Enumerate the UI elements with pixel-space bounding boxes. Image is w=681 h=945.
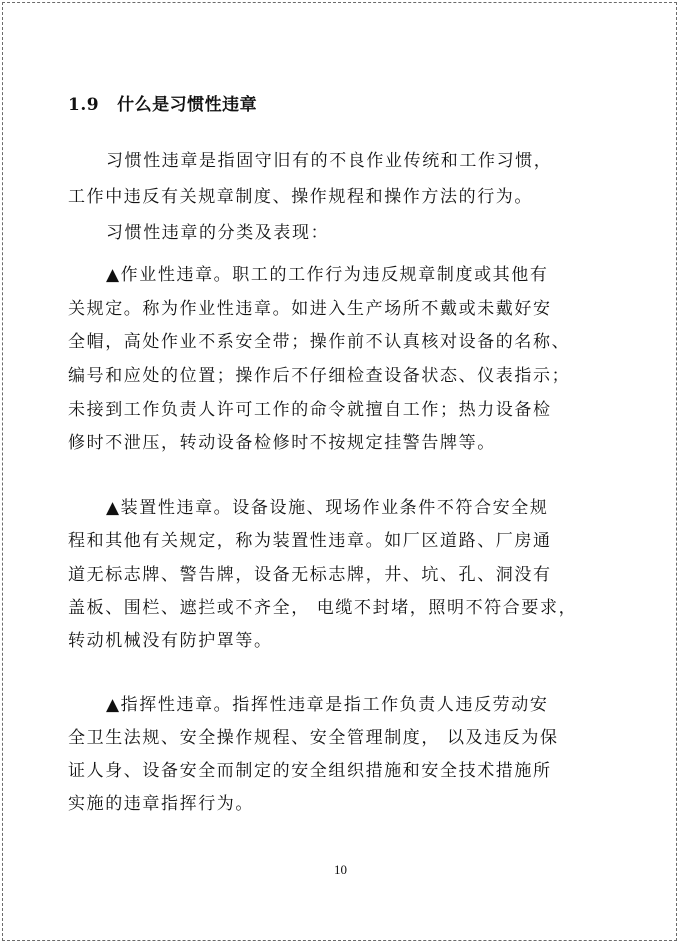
category-command-line: 证人身、设备安全而制定的安全组织措施和安全技术措施所	[68, 761, 552, 781]
category-work-line: ▲作业性违章。职工的工作行为违反规章制度或其他有	[106, 265, 549, 285]
category-equipment-line: 转动机械没有防护罩等。	[68, 631, 273, 651]
category-command-line: 实施的违章指挥行为。	[68, 794, 254, 814]
category-equipment-line: ▲装置性违章。设备设施、现场作业条件不符合安全规	[106, 498, 549, 518]
intro-line: 习惯性违章的分类及表现：	[106, 223, 330, 243]
category-command-line: 全卫生法规、安全操作规程、安全管理制度， 以及违反为保	[68, 728, 559, 748]
intro-line: 工作中违反有关规章制度、操作规程和操作方法的行为。	[68, 187, 533, 207]
section-heading	[68, 90, 257, 115]
category-equipment-line: 盖板、围栏、遮拦或不齐全， 电缆不封堵，照明不符合要求，	[68, 598, 578, 618]
intro-line: 习惯性违章是指固守旧有的不良作业传统和工作习惯，	[106, 151, 553, 171]
category-work-line: 全帽，高处作业不系安全带；操作前不认真核对设备的名称、	[68, 332, 571, 352]
category-work-line: 未接到工作负责人许可工作的命令就擅自工作；热力设备检	[68, 400, 552, 420]
category-work-line: 修时不泄压，转动设备检修时不按规定挂警告牌等。	[68, 433, 496, 453]
category-work-line: 关规定。称为作业性违章。如进入生产场所不戴或未戴好安	[68, 299, 552, 319]
category-equipment-line: 程和其他有关规定，称为装置性违章。如厂区道路、厂房通	[68, 531, 552, 551]
section-number: 1.9	[68, 95, 100, 115]
section-title: 什么是习惯性违章	[117, 95, 258, 115]
page-number: 10	[334, 862, 347, 877]
category-equipment-line: 道无标志牌、警告牌，设备无标志牌，井、坑、孔、洞没有	[68, 565, 552, 585]
category-command-line: ▲指挥性违章。指挥性违章是指工作负责人违反劳动安	[106, 695, 549, 715]
category-work-line: 编号和应处的位置；操作后不仔细检查设备状态、仪表指示；	[68, 366, 571, 386]
